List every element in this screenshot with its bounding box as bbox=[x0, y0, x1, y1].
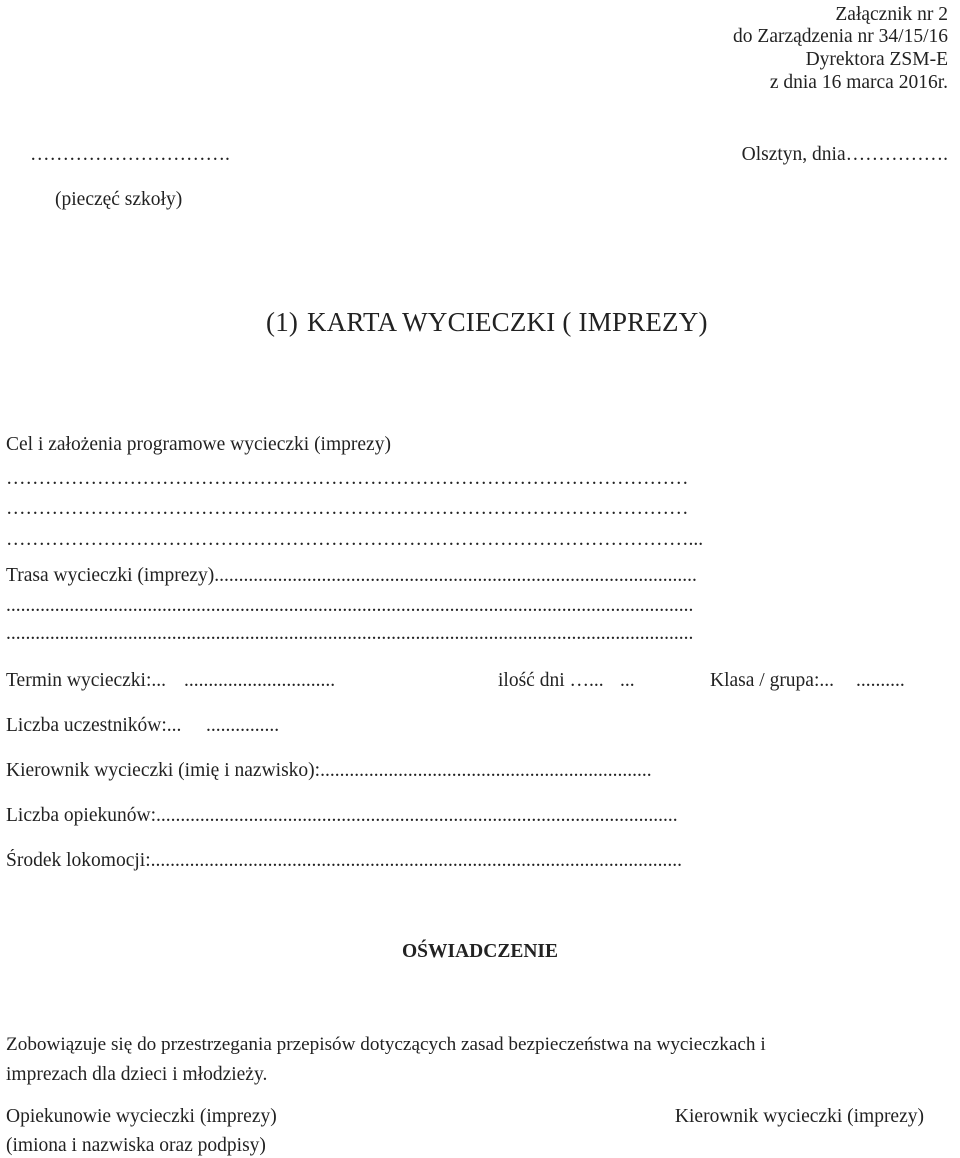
statement-heading: OŚWIADCZENIE bbox=[401, 941, 559, 962]
days-field: ilość dni …... bbox=[498, 670, 604, 691]
goals-dots-line-1: …………………………………………………………………………………………… bbox=[6, 468, 689, 489]
guardians-count-field: Liczba opiekunów:........................................................................................................... bbox=[6, 805, 678, 826]
page-title: KARTA WYCIECZKI ( IMPREZY) bbox=[307, 307, 708, 337]
class-field: Klasa / grupa:... bbox=[710, 670, 835, 691]
title-number: (1) bbox=[266, 307, 299, 337]
leader-signature-label: Kierownik wycieczki (imprezy) bbox=[674, 1106, 924, 1127]
annex-line-4: z dnia 16 marca 2016r. bbox=[769, 72, 948, 93]
goals-dots-line-3: ……………………………………………………………………………………………... bbox=[6, 529, 704, 550]
route-dots-line-1: ............................................................................................................................................. bbox=[6, 595, 694, 616]
annex-line-1: Załącznik nr 2 bbox=[835, 4, 948, 25]
stamp-dots: …………………………. bbox=[30, 144, 230, 165]
route-dots-line-2: ............................................................................................................................................. bbox=[6, 623, 694, 644]
goals-dots-line-2: …………………………………………………………………………………………… bbox=[6, 498, 689, 519]
place-date: Olsztyn, dnia……………. bbox=[741, 144, 948, 165]
statement-line-1: Zobowiązuje się do przestrzegania przepisów dotyczących zasad bezpieczeństwa na wycieczkach i bbox=[6, 1034, 766, 1055]
term-field: Termin wycieczki:... bbox=[6, 670, 166, 691]
annex-line-3: Dyrektora ZSM-E bbox=[805, 49, 948, 70]
stamp-label: (pieczęć szkoły) bbox=[55, 189, 183, 210]
route-field: Trasa wycieczki (imprezy)................................................................................................... bbox=[6, 565, 697, 586]
annex-line-2: do Zarządzenia nr 34/15/16 bbox=[733, 26, 948, 47]
statement-line-2: imprezach dla dzieci i młodzieży. bbox=[6, 1064, 268, 1085]
participants-field: Liczba uczestników:... bbox=[6, 715, 182, 736]
goals-label: Cel i założenia programowe wycieczki (imprezy) bbox=[6, 434, 391, 455]
guardians-signature-sub: (imiona i nazwiska oraz podpisy) bbox=[6, 1135, 266, 1156]
leader-field: Kierownik wycieczki (imię i nazwisko):.................................................................... bbox=[6, 760, 652, 781]
guardians-signature-label: Opiekunowie wycieczki (imprezy) bbox=[6, 1106, 277, 1127]
transport-field: Środek lokomocji:............................................................................................................. bbox=[6, 850, 682, 871]
